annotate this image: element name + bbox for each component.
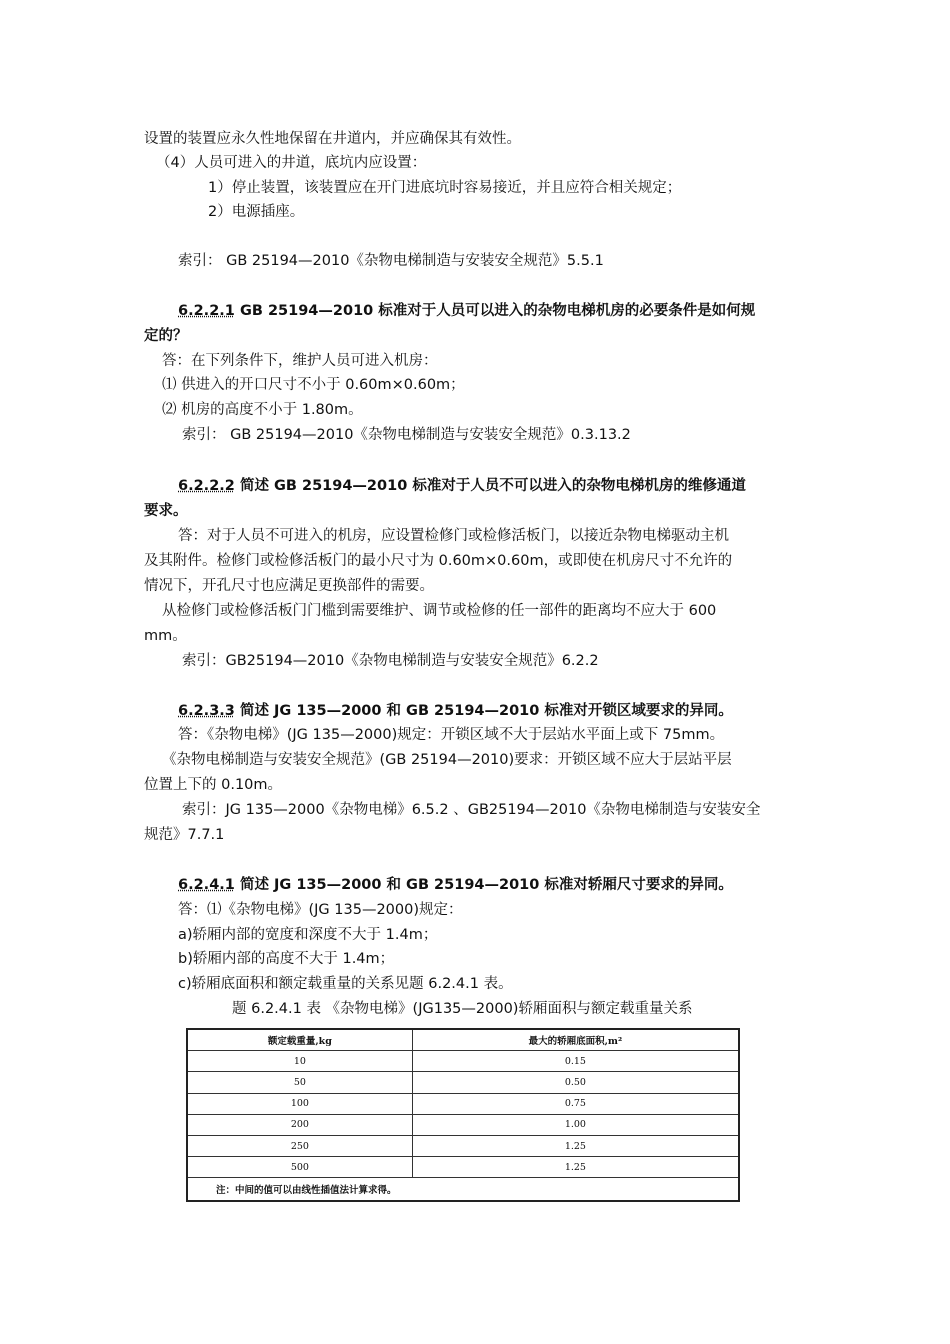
question-heading — [178, 700, 733, 722]
table-cell: 100 — [187, 1093, 412, 1114]
table-row — [187, 1072, 739, 1093]
table-header-row — [187, 1029, 739, 1051]
question-heading — [178, 475, 746, 497]
question-number: 6.2.2.1 — [178, 303, 235, 319]
table-header-cell: 最大的轿厢底面积,m² — [412, 1029, 739, 1051]
question-heading — [178, 874, 733, 896]
table-cell: 1.25 — [412, 1157, 739, 1178]
table-note-row — [187, 1178, 739, 1202]
table-row — [187, 1114, 739, 1135]
answer-line: 从检修门或检修活板门门槛到需要维护、调节或检修的任一部件的距离均不应大于 600 — [162, 603, 717, 619]
answer-line: 答：《杂物电梯》(JG 135—2000)规定：开锁区域不大于层站水平面上或下 75mm。 — [178, 727, 725, 743]
question-heading-cont: 要求。 — [144, 503, 188, 519]
answer-line: a)轿厢内部的宽度和深度不大于 1.4m； — [178, 927, 438, 943]
answer-line: 位置上下的 0.10m。 — [144, 777, 283, 793]
answer-line: c)轿厢底面积和额定载重量的关系见题 6.2.4.1 表。 — [178, 976, 513, 992]
answer-line: b)轿厢内部的高度不大于 1.4m； — [178, 951, 395, 967]
answer-line: 情况下，开孔尺寸也应满足更换部件的需要。 — [144, 578, 434, 594]
table-cell: 200 — [187, 1114, 412, 1135]
question-title: 简述 GB 25194—2010 标准对于人员不可以进入的杂物电梯机房的维修通道 — [234, 478, 746, 494]
answer-line: ⑵ 机房的高度不小于 1.80m。 — [162, 402, 363, 418]
table-cell: 1.25 — [412, 1135, 739, 1156]
table-caption: 题 6.2.4.1 表 《杂物电梯》(JG135—2000)轿厢面积与额定载重量关系 — [232, 1001, 693, 1017]
text-line: 设置的装置应永久性地保留在井道内，并应确保其有效性。 — [144, 131, 521, 147]
answer-line: 答：⑴《杂物电梯》(JG 135—2000)规定： — [178, 902, 463, 918]
table-note: 注：中间的值可以由线性插值法计算求得。 — [187, 1178, 739, 1202]
answer-line: 答：在下列条件下，维护人员可进入机房： — [162, 353, 438, 369]
text-line: （4）人员可进入的井道，底坑内应设置： — [156, 155, 427, 171]
answer-line: 《杂物电梯制造与安装安全规范》(GB 25194—2010)要求：开锁区域不应大于层站平层 — [162, 752, 732, 768]
load-area-table — [186, 1028, 740, 1202]
question-number: 6.2.2.2 — [178, 478, 235, 494]
text-line: 2）电源插座。 — [208, 204, 305, 220]
table-row — [187, 1157, 739, 1178]
answer-line: 及其附件。检修门或检修活板门的最小尺寸为 0.60m×0.60m，或即使在机房尺寸不允许的 — [144, 553, 733, 569]
table-cell: 10 — [187, 1051, 412, 1072]
reference: 规范》7.7.1 — [144, 827, 225, 843]
table-row — [187, 1051, 739, 1072]
table-row — [187, 1135, 739, 1156]
table-cell: 500 — [187, 1157, 412, 1178]
table-cell: 0.15 — [412, 1051, 739, 1072]
question-title: 简述 JG 135—2000 和 GB 25194—2010 标准对开锁区域要求的异同。 — [234, 703, 733, 719]
question-heading-cont: 定的？ — [144, 328, 188, 344]
table-header-cell: 额定载重量,kg — [187, 1029, 412, 1051]
text-line: 1）停止装置，该装置应在开门进底坑时容易接近，并且应符合相关规定； — [208, 180, 682, 196]
question-title: GB 25194—2010 标准对于人员可以进入的杂物电梯机房的必要条件是如何规 — [234, 303, 756, 319]
reference: 索引：GB25194—2010《杂物电梯制造与安装安全规范》6.2.2 — [182, 653, 599, 669]
table-cell: 1.00 — [412, 1114, 739, 1135]
reference: 索引：JG 135—2000《杂物电梯》6.5.2 、GB25194—2010《杂物电梯制造与安装安全 — [182, 802, 761, 818]
question-number: 6.2.3.3 — [178, 703, 235, 719]
reference: 索引： GB 25194—2010《杂物电梯制造与安装安全规范》0.3.13.2 — [182, 427, 631, 443]
table-cell: 0.75 — [412, 1093, 739, 1114]
table-row — [187, 1093, 739, 1114]
question-title: 简述 JG 135—2000 和 GB 25194—2010 标准对轿厢尺寸要求的异同。 — [234, 877, 733, 893]
answer-line: mm。 — [144, 628, 187, 644]
table-cell: 0.50 — [412, 1072, 739, 1093]
reference: 索引： GB 25194—2010《杂物电梯制造与安装安全规范》5.5.1 — [178, 253, 604, 269]
table-cell: 50 — [187, 1072, 412, 1093]
question-heading — [178, 300, 755, 322]
question-number: 6.2.4.1 — [178, 877, 235, 893]
answer-line: ⑴ 供进入的开口尺寸不小于 0.60m×0.60m； — [162, 377, 465, 393]
answer-line: 答：对于人员不可进入的机房，应设置检修门或检修活板门，以接近杂物电梯驱动主机 — [178, 528, 729, 544]
table-cell: 250 — [187, 1135, 412, 1156]
